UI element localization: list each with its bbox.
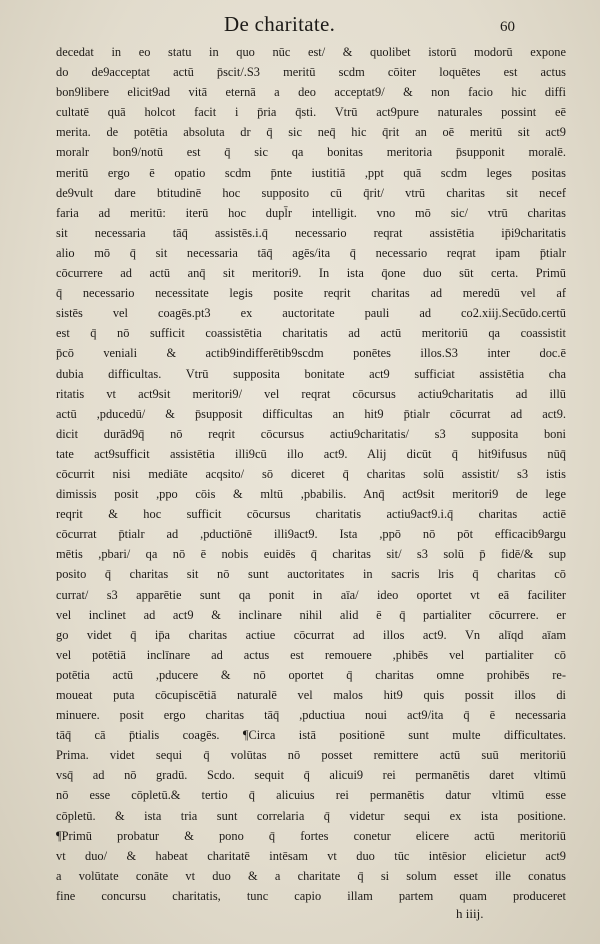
text-line: do de9acceptat actū p̄scit/.S3 meritū scdm cōiter loquētes est actus <box>56 65 566 80</box>
text-line: reqrit & hoc sufficit cōcursus charitatis actiu9act9.i.q̄ charitas actiē <box>56 507 566 522</box>
text-line: decedat in eo statu in quo nūc est/ & quolibet istorū modorū expone <box>56 45 566 59</box>
text-line: dimissis posit ,ppo cōis & mltū ,pbabilis. Anq̄ act9sit meritori9 de lege <box>56 487 566 502</box>
text-line: potētia actū ,pducere & nō oportet q̄ charitas omne prohibēs re- <box>56 667 566 682</box>
text-line: dubia difficultas. Vtrū supposita bonitate act9 sufficiat assistētia cha <box>56 366 566 381</box>
text-line: ¶Primū probatur & pono q̄ fortes conetur elicere actū meritoriū <box>56 828 566 843</box>
text-line: est q̄ nō sufficit coassistētia charitatis ad actū meritoriū qa coassistit <box>56 326 566 341</box>
text-line: posito q̄ charitas sit nō sunt auctoritates in sacris lris q̄ charitas cō <box>56 567 566 582</box>
text-line: nō esse cōpletū.& tertio q̄ alicuius rei permanētis datur vltimū esse <box>56 788 566 803</box>
page-title: De charitate. <box>224 12 336 36</box>
text-line: go videt q̄ ip̄a charitas actiue cōcurrat ad illos act9. Vn alīqd aīam <box>56 627 566 642</box>
text-line: meritū ergo ē opatio scdm p̄nte iustitiā ,ppt quā scdm leges positas <box>56 165 566 180</box>
text-line: fine concursu charitatis, tunc capio illam partem quam produceret <box>56 888 566 903</box>
text-line: sistēs vel coagēs.pt3 ex auctoritate pauli ad co2.xiij.Secūdo.certū <box>56 306 566 321</box>
text-line: cōcurrat p̄tialr ad ,pductiōnē illi9act9. Ista ,ppō nō pōt efficacib9argu <box>56 527 566 542</box>
text-line: actū ,pducedū/ & p̄supposit difficultas an hit9 p̄tialr cōcurrat ad act9. <box>56 406 566 421</box>
text-line: currat/ s3 apparētie sunt qa ponit in aīa/ ideo oportet vt eā faciliter <box>56 587 566 602</box>
text-line: merita. de potētia absoluta dr q̄ sic neq̄ hic q̄rit an oē meritū sit act9 <box>56 125 566 140</box>
text-line: moueat puta cōcupiscētiā naturalē vel malos hit9 quis possit illos di <box>56 688 566 702</box>
text-line: alio mō q̄ sit necessaria tāq̄ agēs/ita q̄ necessario reqrat ipam p̄tialr <box>56 245 566 260</box>
text-line: dicit durād9q̄ nō reqrit cōcursus actiu9charitatis/ s3 supposita boni <box>56 426 566 441</box>
text-line: faria ad meritū: iterū hoc dupl̄r intelligit. vno mō sic/ vtrū charitas <box>56 205 566 220</box>
body-text <box>56 42 566 906</box>
text-line: tāq̄ cā p̄tialis coagēs. ¶Circa istā positionē sunt multe difficultates. <box>56 728 566 743</box>
text-line: vel inclinet ad act9 & inclinare nihil alid ē q̄ partialiter cōcurrere. er <box>56 607 566 622</box>
text-line: moralr bon9/notū est q̄ sic qa bonitas meritoria p̄supponit moralē. <box>56 145 566 160</box>
text-line: Prima. videt sequi q̄ volūtas nō posset remittere actū suū meritoriū <box>56 748 566 763</box>
text-line: cōcurrere ad actū anq̄ sit meritori9. In ista q̄one duo sūt certa. Primū <box>56 266 566 281</box>
text-line: p̄cō veniali & actib9indifferētib9scdm ponētes illos.S3 inter doc.ē <box>56 346 566 361</box>
text-line: vel potētiā inclīnare ad actus est remouere ,phibēs vel partialiter cō <box>56 647 566 662</box>
text-line: cōpletū. & ista tria sunt correlaria q̄ videtur sequi ex ista positione. <box>56 808 566 823</box>
text-line: sit necessaria tāq̄ assistēs.i.q̄ necessario reqrat assistētia ip̄i9charitatis <box>56 225 566 240</box>
signature-mark: h iiij. <box>456 906 484 921</box>
text-line: de9vult dare btitudinē hoc supposito cū q̄rit/ vtrū charitas sit necef <box>56 185 566 200</box>
text-line: vt duo/ & habeat charitatē intēsam vt duo tūc intēsior elicietur act9 <box>56 848 566 863</box>
text-line: tate act9sufficit assistētia illi9cū illo act9. Alij dicūt q̄ hit9ifusus nūq̄ <box>56 446 566 461</box>
text-line: cultatē quā holcot facit i p̄ria q̄sti. Vtrū act9pure naturales possint eē <box>56 105 566 120</box>
text-line: ritatis vt act9sit meritori9/ vel reqrat cōcursus actiu9charitatis ad illū <box>56 386 566 401</box>
text-line: q̄ necessario necessitate legis posite reqrit charitas ad meredū vel af <box>56 286 566 301</box>
text-line: a volūtate conāte vt duo & a charitate q̄ si solum esset ille conatus <box>56 868 566 883</box>
text-line: bon9libere elicit9ad vitā eternā a deo acceptat9/ & non facio hic diffi <box>56 85 566 100</box>
text-line: mētis ,pbari/ qa nō ē nobis euidēs q̄ charitas sit/ s3 solū p̄ fidē/& sup <box>56 547 566 562</box>
running-head <box>0 12 600 42</box>
folio-number: 60 <box>500 19 515 35</box>
text-line: cōcurrit nisi mediāte acqsito/ sō diceret q̄ charitas solū assistit/ s3 istis <box>56 466 566 481</box>
text-line: vsq̄ ad nō gradū. Scdo. sequit q̄ alicui9 rei permanētis daret vltimū <box>56 768 566 783</box>
text-line: minuere. posit ergo charitas tāq̄ ,pductiua noui act9/ita q̄ ē necessaria <box>56 708 566 723</box>
